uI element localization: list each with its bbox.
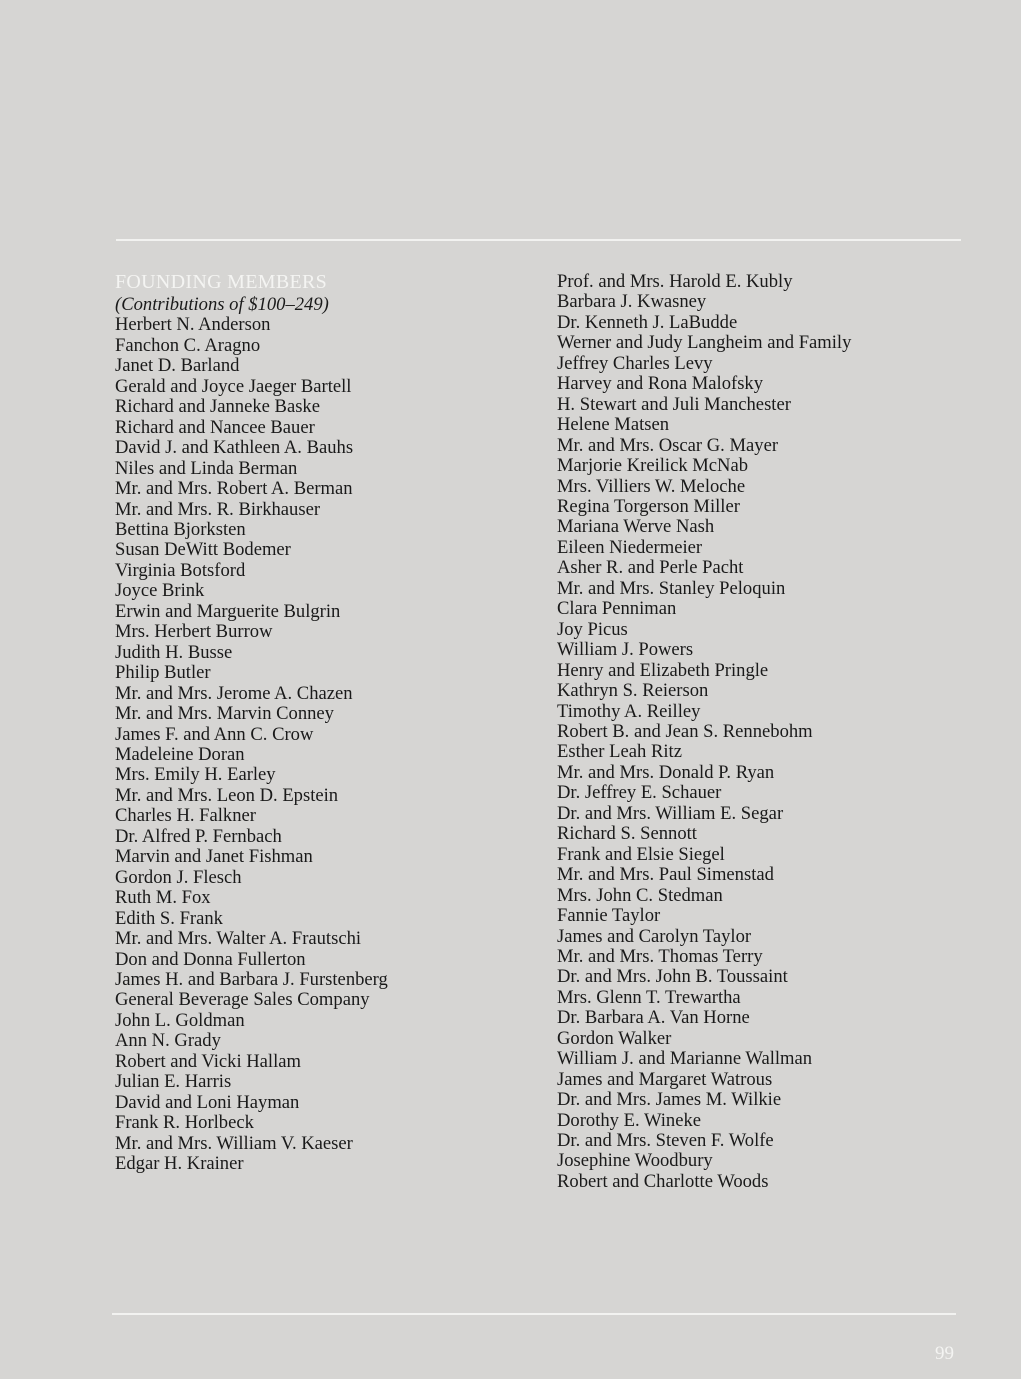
member-name: Regina Torgerson Miller	[557, 495, 740, 517]
member-name: Kathryn S. Reierson	[557, 680, 709, 702]
section-heading: FOUNDING MEMBERS	[115, 271, 328, 293]
member-name: Madeleine Doran	[115, 743, 245, 765]
member-name: Mr. and Mrs. Leon D. Epstein	[115, 784, 339, 806]
member-name: Dr. and Mrs. John B. Toussaint	[557, 966, 788, 988]
member-name: Edgar H. Krainer	[115, 1153, 244, 1175]
member-name: Dorothy E. Wineke	[557, 1109, 702, 1131]
section-subheading: (Contributions of $100–249)	[115, 294, 329, 315]
left-name-list	[115, 315, 388, 1174]
member-name: Prof. and Mrs. Harold E. Kubly	[557, 271, 793, 292]
member-name: Henry and Elizabeth Pringle	[557, 659, 769, 681]
member-name: Fanchon C. Aragno	[115, 334, 261, 356]
member-name: Robert B. and Jean S. Rennebohm	[557, 720, 813, 742]
member-name: Barbara J. Kwasney	[557, 291, 707, 313]
left-column	[115, 272, 388, 1174]
member-name: Mr. and Mrs. Robert A. Berman	[115, 478, 353, 500]
member-name: Esther Leah Ritz	[557, 741, 682, 763]
member-name: Dr. Jeffrey E. Schauer	[557, 782, 722, 804]
member-name: Gordon J. Flesch	[115, 866, 242, 888]
member-name: Dr. Kenneth J. LaBudde	[557, 311, 738, 333]
member-name: Erwin and Marguerite Bulgrin	[115, 600, 341, 622]
member-name: Mrs. Glenn T. Trewartha	[557, 986, 741, 1008]
member-name: Mariana Werve Nash	[557, 516, 715, 538]
member-name: Herbert N. Anderson	[115, 314, 271, 336]
member-name: Robert and Vicki Hallam	[115, 1050, 301, 1072]
member-name: Harvey and Rona Malofsky	[557, 373, 764, 395]
member-name: Mr. and Mrs. R. Birkhauser	[115, 498, 321, 520]
right-column	[557, 272, 851, 1192]
member-name: Marjorie Kreilick McNab	[557, 455, 749, 477]
member-name: James H. and Barbara J. Furstenberg	[115, 968, 388, 990]
member-name: Timothy A. Reilley	[557, 700, 701, 722]
member-name: William J. Powers	[557, 639, 694, 661]
member-name: Fannie Taylor	[557, 905, 661, 927]
member-name: Mr. and Mrs. William V. Kaeser	[115, 1132, 353, 1154]
member-name: Mr. and Mrs. Walter A. Frautschi	[115, 928, 362, 950]
member-name: Ann N. Grady	[115, 1030, 221, 1052]
member-name: Richard and Nancee Bauer	[115, 416, 315, 438]
member-name: Julian E. Harris	[115, 1071, 232, 1093]
member-name: Gerald and Joyce Jaeger Bartell	[115, 375, 352, 397]
member-name: Josephine Woodbury	[557, 1150, 713, 1172]
right-name-list	[557, 272, 851, 1192]
member-name: Dr. Alfred P. Fernbach	[115, 825, 282, 847]
member-name: James and Carolyn Taylor	[557, 925, 752, 947]
member-name: Judith H. Busse	[115, 641, 233, 663]
member-name: Clara Penniman	[557, 598, 677, 620]
member-name: Marvin and Janet Fishman	[115, 846, 313, 868]
page-number: 99	[935, 1343, 954, 1364]
member-name: Asher R. and Perle Pacht	[557, 557, 744, 579]
member-name: Mr. and Mrs. Thomas Terry	[557, 945, 763, 967]
bottom-rule	[112, 1313, 956, 1315]
member-name: Mr. and Mrs. Jerome A. Chazen	[115, 682, 353, 704]
member-name: Frank R. Horlbeck	[115, 1112, 254, 1134]
member-name: Mr. and Mrs. Paul Simenstad	[557, 864, 774, 886]
member-name: Werner and Judy Langheim and Family	[557, 332, 852, 354]
member-name: Richard S. Sennott	[557, 823, 697, 845]
member-name: Dr. and Mrs. James M. Wilkie	[557, 1089, 782, 1111]
top-rule	[116, 239, 961, 241]
member-name: Mr. and Mrs. Donald P. Ryan	[557, 761, 775, 783]
member-name: David and Loni Hayman	[115, 1091, 300, 1113]
member-name: Joyce Brink	[115, 580, 205, 602]
member-name: H. Stewart and Juli Manchester	[557, 393, 791, 415]
member-name: Richard and Janneke Baske	[115, 396, 320, 418]
member-name: Edith S. Frank	[115, 907, 223, 929]
member-name: Susan DeWitt Bodemer	[115, 539, 291, 561]
member-name: Helene Matsen	[557, 414, 670, 436]
member-name: Robert and Charlotte Woods	[557, 1170, 769, 1192]
member-name: Janet D. Barland	[115, 355, 240, 377]
member-name: John L. Goldman	[115, 1009, 245, 1031]
member-name: Dr. and Mrs. William E. Segar	[557, 802, 784, 824]
member-name: James F. and Ann C. Crow	[115, 723, 314, 745]
member-name: Mr. and Mrs. Marvin Conney	[115, 703, 334, 725]
member-name: Mrs. Villiers W. Meloche	[557, 475, 746, 497]
member-name: Jeffrey Charles Levy	[557, 352, 713, 374]
member-name: Charles H. Falkner	[115, 805, 256, 827]
member-name: Philip Butler	[115, 662, 211, 684]
member-name: Mr. and Mrs. Stanley Peloquin	[557, 577, 786, 599]
member-name: Ruth M. Fox	[115, 887, 211, 909]
member-name: Frank and Elsie Siegel	[557, 843, 725, 865]
member-name: Virginia Botsford	[115, 559, 246, 581]
member-name: Joy Picus	[557, 618, 628, 640]
member-name: General Beverage Sales Company	[115, 989, 370, 1011]
member-name: Don and Donna Fullerton	[115, 948, 306, 970]
member-name: Dr. and Mrs. Steven F. Wolfe	[557, 1130, 774, 1152]
member-name: Mr. and Mrs. Oscar G. Mayer	[557, 434, 779, 456]
member-name: Bettina Bjorksten	[115, 518, 246, 540]
member-name: Mrs. John C. Stedman	[557, 884, 723, 906]
member-name: David J. and Kathleen A. Bauhs	[115, 437, 354, 459]
member-name: Eileen Niedermeier	[557, 536, 703, 558]
member-name: William J. and Marianne Wallman	[557, 1048, 813, 1070]
member-name: Niles and Linda Berman	[115, 457, 298, 479]
member-name: Gordon Walker	[557, 1027, 672, 1049]
member-name: Mrs. Emily H. Earley	[115, 764, 276, 786]
member-name: Dr. Barbara A. Van Horne	[557, 1007, 750, 1029]
member-name: James and Margaret Watrous	[557, 1068, 773, 1090]
member-name: Mrs. Herbert Burrow	[115, 621, 273, 643]
